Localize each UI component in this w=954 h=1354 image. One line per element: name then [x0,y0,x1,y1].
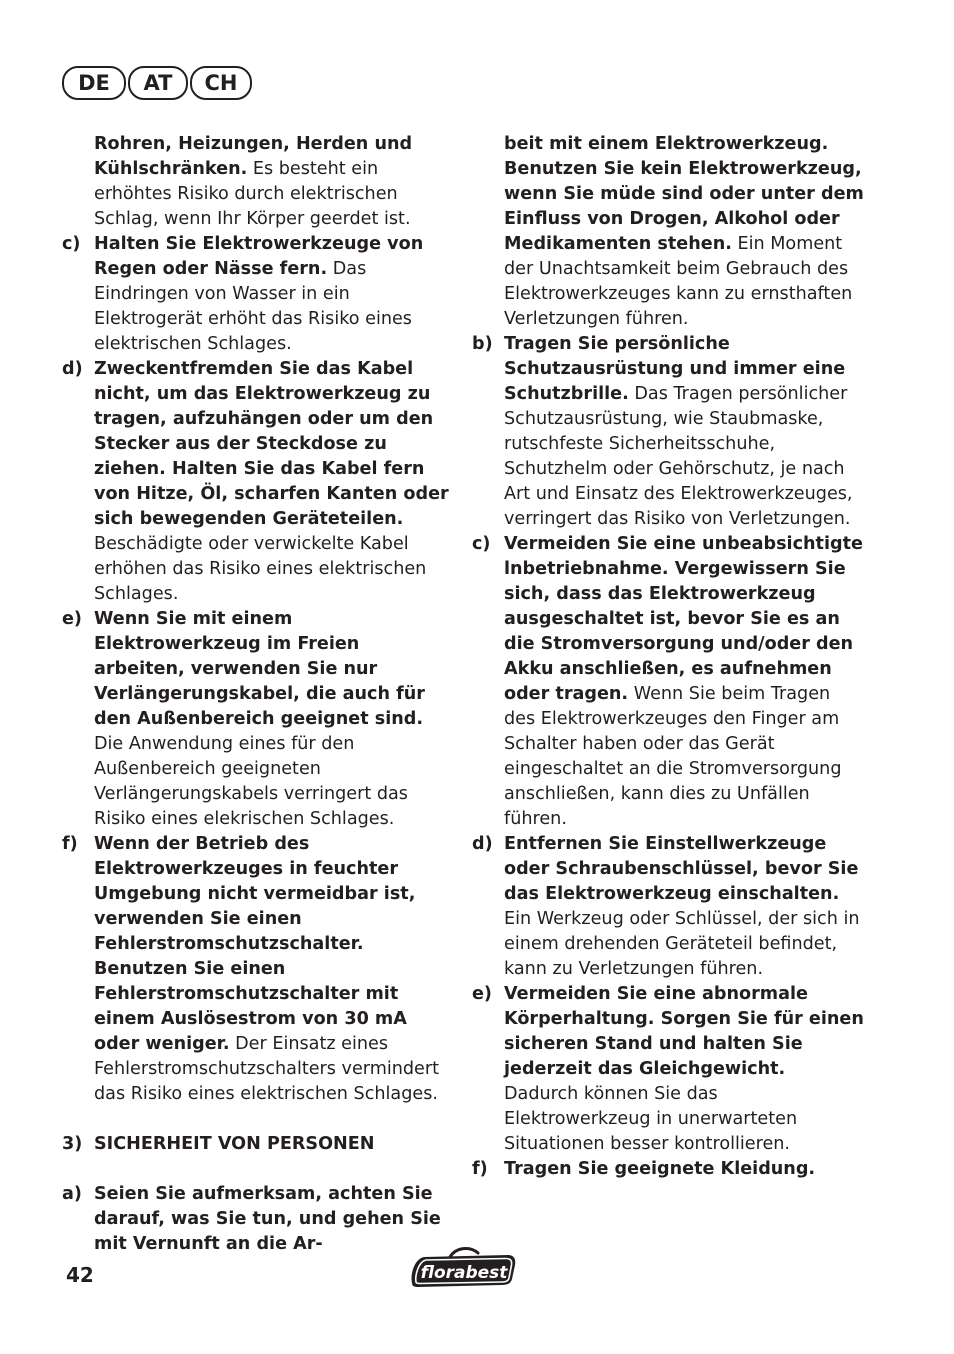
brand-wordmark: florabest [420,1263,508,1283]
section-title: SICHERHEIT VON PERSONEN [94,1134,375,1154]
spacer [62,1107,454,1132]
item-label: d) [62,359,83,379]
list-item [62,232,454,357]
item-bold: Wenn Sie mit einem Elektrowerkzeug im Freien arbeiten, verwenden Sie nur Verlängerungskabel, die auch für den Außenbereich geeignet sind. [94,609,425,729]
item-label: e) [472,984,492,1004]
brand-logo [404,1245,520,1291]
item-bold: Seien Sie aufmerksam, achten Sie darauf, was Sie tun, und gehen Sie mit Vernunft an die Ar- [94,1184,441,1254]
item-text: Das Eindringen von Wasser in ein Elektrogerät erhöht das Risiko eines elektrischen Schlages. [94,259,412,354]
item-text: Der Einsatz eines Fehlerstromschutzschalters vermindert das Risiko eines elektrischen Schlages. [94,1034,440,1104]
item-bold: Vermeiden Sie eine abnormale Körperhaltung. Sorgen Sie für einen sicheren Stand und halten Sie jederzeit das Gleichgewicht. [504,984,864,1079]
intro-paragraph [472,132,864,332]
list-item [62,607,454,832]
item-bold: Vermeiden Sie eine unbeabsichtigte lnbetriebnahme. Vergewissern Sie sich, dass das Elektrowerkzeug ausgeschaltet ist, bevor Sie es an die Stromversorgung und/oder den Akku anschließen, es aufnehmen oder tragen. [504,534,863,704]
item-label: e) [62,609,82,629]
item-label: f) [472,1159,488,1179]
intro-paragraph [62,132,454,232]
item-text: Das Tragen persönlicher Schutzausrüstung, wie Staubmaske, rutschfeste Sicherheitsschuhe, Schutzhelm oder Gehörschutz, je nach Art und Einsatz des Elektrowerkzeuges, verringert das Risiko von Verletzungen. [504,384,853,529]
paragraph-text: Es besteht ein erhöhtes Risiko durch elektrischen Schlag, wenn Ihr Körper geerdet ist. [94,159,411,229]
spacer [62,1157,454,1182]
list-item [472,832,864,982]
page-number: 42 [66,1263,94,1287]
list-item [472,532,864,832]
item-bold: Wenn der Betrieb des Elektrowerkzeuges in feuchter Umgebung nicht vermeidbar ist, verwenden Sie einen Fehlerstromschutzschalter. Benutzen Sie einen Fehlerstromschutzschalter mit einem Auslösestrom von 30 mA oder weniger. [94,834,416,1054]
country-badge-de: DE [62,66,126,100]
item-label: f) [62,834,78,854]
item-bold: Zweckentfremden Sie das Kabel nicht, um das Elektrowerkzeug zu tragen, aufzuhängen oder um den Stecker aus der Steckdose zu ziehen. Halten Sie das Kabel fern von Hitze, Öl, scharfen Kanten oder sich bewegenden Geräteteilen. [94,359,449,529]
right-column [472,132,864,1182]
item-label: a) [62,1184,82,1204]
list-item [62,1182,454,1257]
item-label: b) [472,334,493,354]
list-item [472,982,864,1157]
brand-logo-icon [404,1245,520,1291]
section-label: 3) [62,1134,83,1154]
country-badge-at: AT [128,66,188,100]
item-text: Die Anwendung eines für den Außenbereich geeigneten Verlängerungskabels verringert das Risiko eines elekrischen Schlages. [94,734,408,829]
item-text: Dadurch können Sie das Elektrowerkzeug in unerwarteten Situationen besser kontrollieren. [504,1084,798,1154]
item-bold: Entfernen Sie Einstellwerkzeuge oder Schraubenschlüssel, bevor Sie das Elektrowerkzeug einschalten. [504,834,859,904]
item-bold: Tragen Sie geeignete Kleidung. [504,1159,816,1179]
section-heading [62,1132,454,1157]
country-badge-ch: CH [190,66,252,100]
item-text: Wenn Sie beim Tragen des Elektrowerkzeuges den Finger am Schalter haben oder das Gerät eingeschaltet an die Stromversorgung anschließen, kann dies zu Unfällen führen. [504,684,842,829]
item-label: c) [62,234,81,254]
list-item [62,832,454,1107]
item-label: c) [472,534,491,554]
paragraph-bold: Rohren, Heizungen, Herden und Kühlschränken. [94,134,413,179]
left-column [62,132,454,1257]
item-bold: Halten Sie Elektrowerkzeuge von Regen oder Nässe fern. [94,234,424,279]
paragraph-bold: beit mit einem Elektrowerkzeug. Benutzen Sie kein Elektrowerkzeug, wenn Sie müde sind oder unter dem Einfluss von Drogen, Alkohol oder Medikamenten stehen. [504,134,864,254]
item-text: Beschädigte oder verwickelte Kabel erhöhen das Risiko eines elektrischen Schlages. [94,534,427,604]
list-item [62,357,454,607]
item-label: d) [472,834,493,854]
list-item [472,1157,864,1182]
list-item [472,332,864,532]
item-bold: Tragen Sie persönliche Schutzausrüstung und immer eine Schutzbrille. [504,334,846,404]
paragraph-text: Ein Moment der Unachtsamkeit beim Gebrauch des Elektrowerkzeuges kann zu ernsthaften Verletzungen führen. [504,234,853,329]
item-text: Ein Werkzeug oder Schlüssel, der sich in einem drehenden Geräteteil befindet, kann zu Verletzungen führen. [504,909,860,979]
